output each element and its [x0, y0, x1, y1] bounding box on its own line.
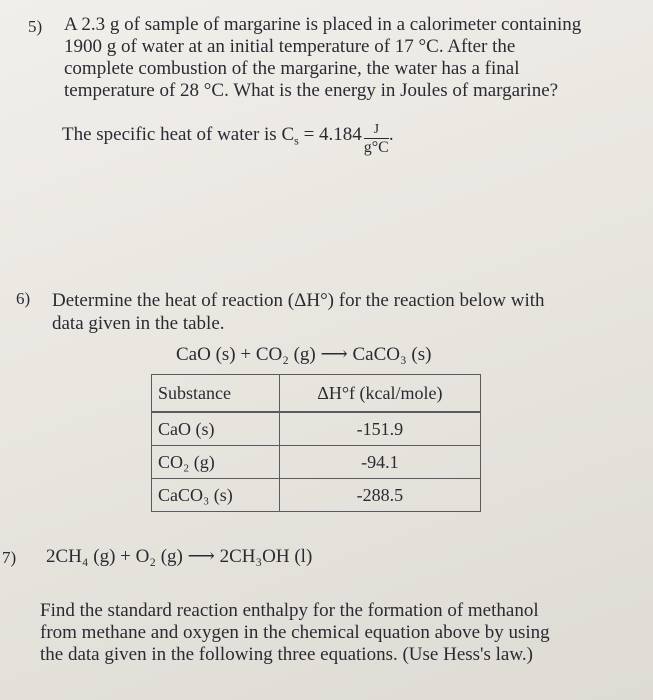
q5-line-2: 1900 g of water at an initial temperature of 17 °C. After the: [64, 36, 516, 57]
cell-substance: CaCO₃ (s): [152, 479, 280, 512]
unit-numerator: J: [364, 122, 389, 139]
unit-end: .: [388, 123, 394, 145]
table-header-row: [152, 375, 481, 413]
cell-value: -288.5: [279, 479, 480, 512]
header-substance: Substance: [152, 375, 280, 413]
q6-reaction: CaO (s) + CO₂ (g) ⟶ CaCO₃ (s): [176, 344, 432, 365]
q5-specific-heat: [62, 118, 394, 156]
specific-heat-subscript: s: [294, 133, 299, 148]
q5-line-3: complete combustion of the margarine, the water has a final: [64, 58, 520, 79]
q7-line-2: from methane and oxygen in the chemical equation above by using: [40, 622, 550, 643]
q5-line-4: temperature of 28 °C. What is the energy in Joules of margarine?: [64, 80, 559, 101]
q6-line-2: data given in the table.: [52, 313, 225, 334]
table-row: [152, 412, 481, 446]
cell-substance: CaO (s): [152, 412, 280, 446]
q6-number: 6): [16, 289, 31, 308]
unit-denominator: g°C: [363, 139, 389, 156]
header-enthalpy: ΔH°f (kcal/mole): [279, 375, 480, 413]
cell-value: -94.1: [279, 446, 480, 479]
q7-number: 7): [2, 548, 17, 567]
cell-substance: CO₂ (g): [152, 446, 280, 479]
table-row: [152, 446, 481, 479]
q7-reaction: 2CH₄ (g) + O₂ (g) ⟶ 2CH₃OH (l): [46, 546, 313, 567]
q7-line-1: Find the standard reaction enthalpy for the formation of methanol: [40, 600, 539, 621]
heat-of-formation-table: [151, 374, 481, 512]
q5-line-1: A 2.3 g of sample of margarine is placed in a calorimeter containing: [64, 14, 582, 35]
table-row: [152, 479, 481, 512]
cell-value: -151.9: [279, 412, 480, 446]
q5-number: 5): [28, 17, 43, 36]
q6-line-1: Determine the heat of reaction (ΔH°) for the reaction below with: [52, 290, 545, 311]
specific-heat-prefix: The specific heat of water is C: [62, 123, 295, 145]
specific-heat-unit-fraction: [364, 122, 389, 157]
q7-line-3: the data given in the following three equations. (Use Hess's law.): [40, 644, 533, 665]
specific-heat-value: = 4.184: [298, 123, 362, 145]
